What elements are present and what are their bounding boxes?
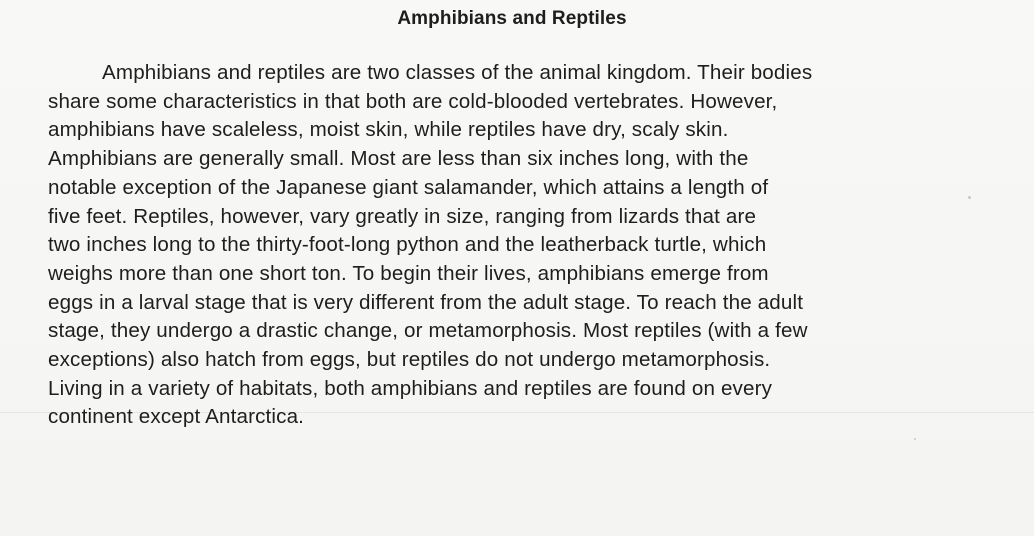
paragraph-line: exceptions) also hatch from eggs, but reptiles do not undergo metamorphosis. bbox=[48, 348, 771, 372]
paragraph-line: Amphibians are generally small. Most are less than six inches long, with the bbox=[48, 147, 749, 171]
paragraph-line: Amphibians and reptiles are two classes of the animal kingdom. Their bodies bbox=[102, 61, 813, 84]
paragraph-line: stage, they undergo a drastic change, or metamorphosis. Most reptiles (with a few bbox=[48, 319, 808, 343]
paragraph-line: eggs in a larval stage that is very different from the adult stage. To reach the adult bbox=[48, 290, 804, 314]
paragraph-line: Living in a variety of habitats, both amphibians and reptiles are found on every bbox=[48, 376, 773, 400]
paragraph-line: notable exception of the Japanese giant salamander, which attains a length of bbox=[48, 175, 769, 199]
paragraph-line: five feet. Reptiles, however, vary greatly in size, ranging from lizards that are bbox=[48, 204, 757, 228]
body-paragraph bbox=[48, 59, 1008, 432]
paragraph-line: amphibians have scaleless, moist skin, while reptiles have dry, scaly skin. bbox=[48, 118, 729, 142]
paragraph-line: continent except Antarctica. bbox=[48, 405, 305, 429]
paragraph-line: weighs more than one short ton. To begin their lives, amphibians emerge from bbox=[48, 261, 769, 285]
paragraph-line: share some characteristics in that both are cold-blooded vertebrates. However, bbox=[48, 89, 778, 113]
document-title: Amphibians and Reptiles bbox=[397, 8, 627, 29]
scan-speck bbox=[914, 438, 916, 440]
paragraph-line: two inches long to the thirty-foot-long python and the leatherback turtle, which bbox=[48, 233, 767, 257]
